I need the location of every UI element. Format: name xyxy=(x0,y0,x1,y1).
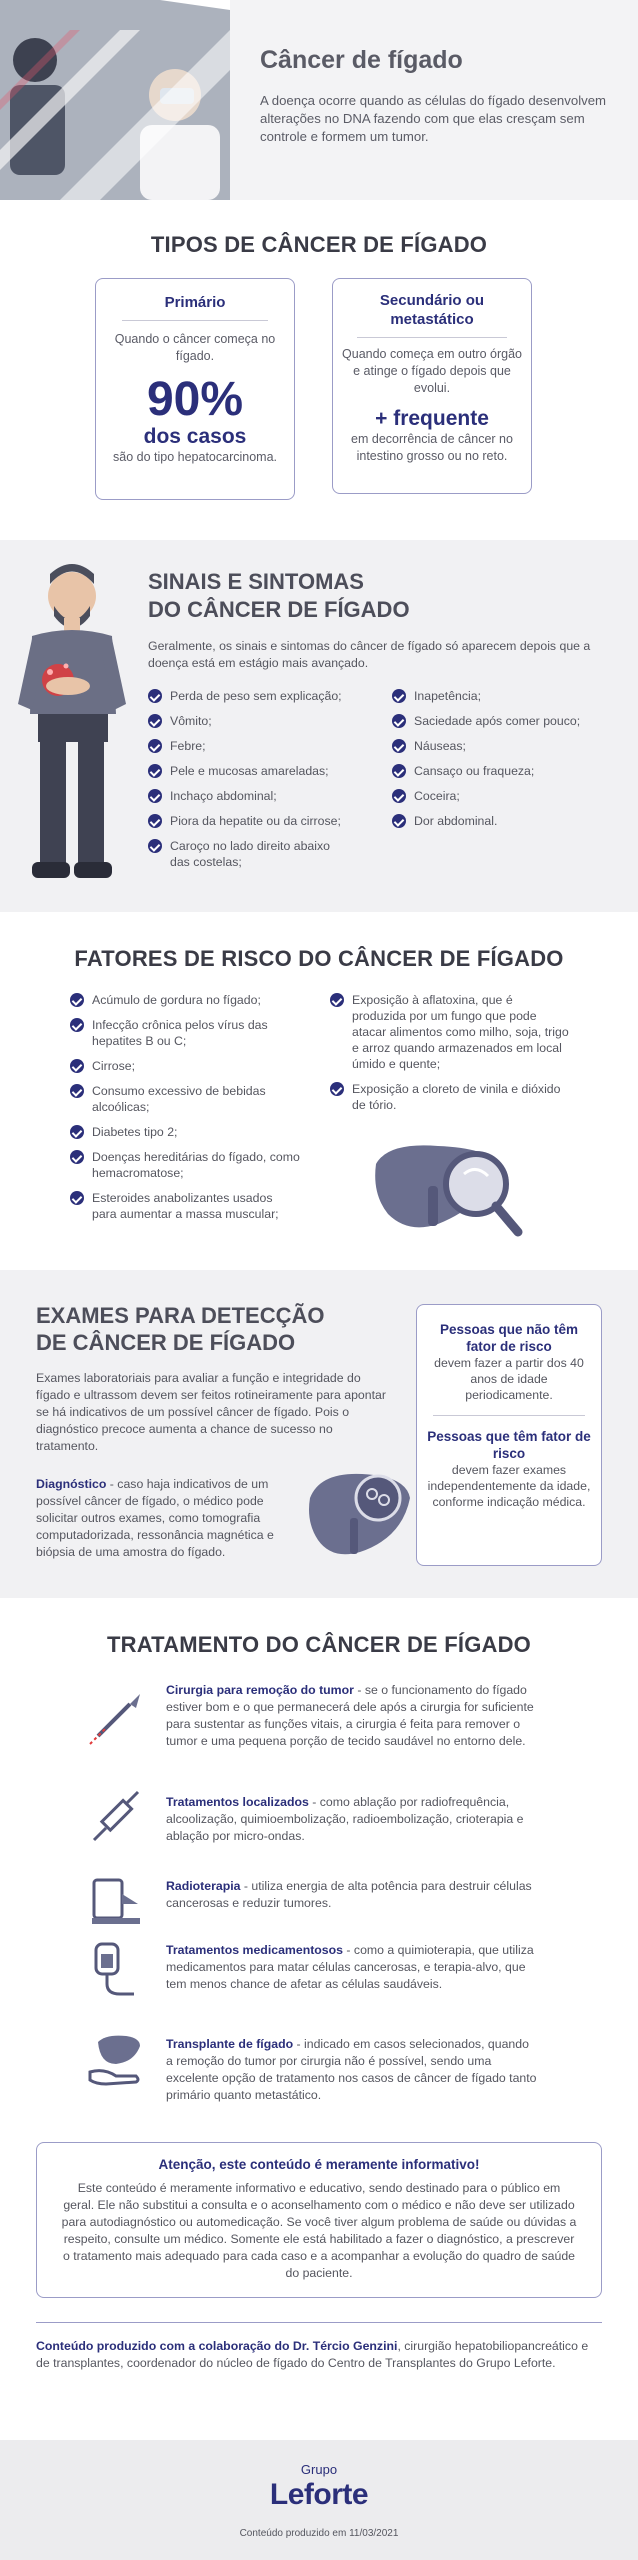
symptoms-list-left xyxy=(148,688,378,879)
treatment-section xyxy=(0,1598,638,2440)
box-divider xyxy=(433,1415,585,1416)
risk-list-left xyxy=(70,992,300,1231)
treatment-item-surgery: Cirurgia para remoção do tumor - se o funcionamento do fígado estiver bom e o que permanecerá dele após a cirurgia for suficiente para sustentar as funções vitais, a cirurgia é feita para remover o tumor e uma pequena porção de tecido saudável no entorno dele. xyxy=(166,1683,534,1748)
list-item: Acúmulo de gordura no fígado; xyxy=(70,992,300,1008)
treatment-item-medication: Tratamentos medicamentosos - como a quimioterapia, que utiliza medicamentos para matar células cancerosas, e terapia-alvo, que tem menos chance de afetar as células saudáveis. xyxy=(166,1943,534,1991)
list-item: Consumo excessivo de bebidas alcoólicas; xyxy=(70,1083,300,1115)
check-icon xyxy=(148,839,162,853)
primary-heading: Primário xyxy=(164,294,226,311)
check-icon xyxy=(392,714,406,728)
liver-scan-icon xyxy=(306,1448,416,1568)
treatment-item-radiotherapy: Radioterapia - utiliza energia de alta potência para destruir células cancerosas e reduzir tumores. xyxy=(166,1879,532,1910)
credit-divider xyxy=(36,2322,602,2323)
no-risk-text: devem fazer a partir dos 40 anos de idade periodicamente. xyxy=(434,1356,584,1402)
check-icon xyxy=(148,739,162,753)
risk-title: FATORES DE RISCO DO CÂNCER DE FÍGADO xyxy=(74,946,564,971)
no-risk-title: Pessoas que não têm fator de risco xyxy=(439,1322,579,1354)
symptoms-title xyxy=(148,568,410,624)
check-icon xyxy=(148,689,162,703)
list-item: Infecção crônica pelos vírus das hepatites B ou C; xyxy=(70,1017,300,1049)
list-item: Doenças hereditárias do fígado, como hemacromatose; xyxy=(70,1149,300,1181)
symptoms-title-line2: DO CÂNCER DE FÍGADO xyxy=(148,597,410,622)
production-date: Conteúdo produzido em 11/03/2021 xyxy=(239,2528,399,2539)
list-item: Perda de peso sem explicação; xyxy=(148,688,378,704)
list-item: Exposição à aflatoxina, que é produzida por um fungo que pode atacar alimentos como milho, soja, trigo e arroz quando armazenados em local úmido e quente; xyxy=(330,992,570,1072)
list-item: Inchaço abdominal; xyxy=(148,788,378,804)
treatment-item-transplant: Transplante de fígado - indicado em casos selecionados, quando a remoção do tumor por cirurgia não é possível, sendo uma excelente opção de tratamento nos casos de câncer de fígado tanto primário quanto metastático. xyxy=(166,2037,537,2102)
diagnosis-label: Diagnóstico xyxy=(36,1477,107,1491)
risk-title-box: Pessoas que têm fator de risco xyxy=(427,1429,591,1461)
list-item: Náuseas; xyxy=(392,738,622,754)
secondary-heading: Secundário ou metastático xyxy=(379,292,485,328)
secondary-stat: + frequente xyxy=(375,407,489,430)
list-item: Cansaço ou fraqueza; xyxy=(392,763,622,779)
iv-drip-icon xyxy=(86,1940,146,2000)
exams-title xyxy=(36,1302,324,1356)
list-item: Febre; xyxy=(148,738,378,754)
secondary-stat-note: em decorrência de câncer no intestino grosso ou no reto. xyxy=(351,432,513,463)
types-title: TIPOS DE CÂNCER DE FÍGADO xyxy=(150,232,488,257)
diagnosis-text: - caso haja indicativos de um possível câncer de fígado, o médico pode solicitar outros exames, como tomografia computadorizada, ressonância magnética e biópsia de uma amostra do fígado. xyxy=(36,1477,274,1559)
symptoms-title-line1: SINAIS E SINTOMAS xyxy=(148,569,364,594)
exams-paragraph: Exames laboratoriais para avaliar a função e integridade do fígado e ultrassom devem ser feitos rotineiramente para apontar se há indicativos de um possível câncer de fígado. Pois o diagnóstico precoce aumenta a chance de sucesso no tratamento. xyxy=(36,1371,386,1453)
brand-logo: Leforte xyxy=(269,2478,369,2511)
exams-section xyxy=(0,1270,638,1598)
list-item: Piora da hepatite ou da cirrose; xyxy=(148,813,378,829)
check-icon xyxy=(148,764,162,778)
primary-stat-note: são do tipo hepatocarcinoma. xyxy=(113,450,277,464)
risk-text-box: devem fazer exames independentemente da idade, conforme indicação médica. xyxy=(427,1463,591,1509)
list-item: Caroço no lado direito abaixo das costelas; xyxy=(148,838,348,870)
primary-stat: 90% xyxy=(146,373,244,426)
list-item: Pele e mucosas amareladas; xyxy=(148,763,378,779)
screening-box xyxy=(416,1304,602,1566)
check-icon xyxy=(70,1150,84,1164)
symptoms-section xyxy=(0,540,638,912)
footer-section xyxy=(0,2440,638,2560)
check-icon xyxy=(70,1059,84,1073)
brand-group-label: Grupo xyxy=(300,2462,338,2477)
symptoms-lead: Geralmente, os sinais e sintomas do câncer de fígado só aparecem depois que a doença está em estágio mais avançado. xyxy=(148,639,591,670)
types-section xyxy=(0,200,638,540)
list-item: Diabetes tipo 2; xyxy=(70,1124,300,1140)
list-item: Coceira; xyxy=(392,788,622,804)
liver-transplant-icon xyxy=(86,2028,146,2088)
check-icon xyxy=(70,1125,84,1139)
check-icon xyxy=(392,689,406,703)
header-section xyxy=(0,0,638,200)
check-icon xyxy=(70,1018,84,1032)
disclaimer-box xyxy=(36,2142,602,2298)
symptoms-list-right xyxy=(392,688,622,838)
exams-title-line2: DE CÂNCER DE FÍGADO xyxy=(36,1330,296,1355)
check-icon xyxy=(392,814,406,828)
doctor-photo xyxy=(0,0,230,200)
credit-author: Conteúdo produzido com a colaboração do Dr. Tércio Genzini xyxy=(36,2339,398,2353)
check-icon xyxy=(70,1084,84,1098)
check-icon xyxy=(148,789,162,803)
page-title: Câncer de fígado xyxy=(260,46,463,74)
risk-list-right xyxy=(330,992,570,1122)
syringe-icon xyxy=(86,1788,146,1848)
treatment-item-localized: Tratamentos localizados - como ablação por radiofrequência, alcoolização, quimioembolização, radioembolização, crioterapia e ablação por micro-ondas. xyxy=(166,1795,524,1843)
check-icon xyxy=(392,764,406,778)
disclaimer-title: Atenção, este conteúdo é meramente informativo! xyxy=(158,2157,480,2172)
list-item: Exposição a cloreto de vinila e dióxido de tório. xyxy=(330,1081,570,1113)
risk-section xyxy=(0,912,638,1270)
treatment-title: TRATAMENTO DO CÂNCER DE FÍGADO xyxy=(107,1632,531,1657)
list-item: Vômito; xyxy=(148,713,378,729)
check-icon xyxy=(148,714,162,728)
list-item: Dor abdominal. xyxy=(392,813,622,829)
check-icon xyxy=(70,1191,84,1205)
check-icon xyxy=(330,1082,344,1096)
check-icon xyxy=(392,739,406,753)
diagnosis-paragraph xyxy=(36,1476,296,1561)
check-icon xyxy=(70,993,84,1007)
credit-text: Conteúdo produzido com a colaboração do Dr. Tércio Genzini, cirurgião hepatobiliopancreático e de transplantes, coordenador do núcleo de fígado do Centro de Transplantes do Grupo Leforte. xyxy=(36,2339,589,2370)
check-icon xyxy=(392,789,406,803)
secondary-card xyxy=(332,278,532,494)
list-item: Esteroides anabolizantes usados para aumentar a massa muscular; xyxy=(70,1190,300,1222)
disclaimer-text: Este conteúdo é meramente informativo e educativo, sendo destinado para o público em geral. Ele não substitui a consulta e o aconselhamento com o médico e não deve ser utilizado para autodiagnóstico ou automedicação. Se você tiver algum problema de saúde ou dúvidas a respeito, consulte um médico. Somente ele está habilitado a fazer o diagnóstico, a prescrever o tratamento mais adequado para cada caso e a acompanhar a evolução do quadro de saúde do paciente. xyxy=(61,2181,577,2280)
intro-text: A doença ocorre quando as células do fígado desenvolvem alterações no DNA fazendo com que elas cresçam sem controle e formem um tumor. xyxy=(260,93,607,144)
check-icon xyxy=(330,993,344,1007)
liver-magnifier-icon xyxy=(368,1134,528,1244)
primary-text: Quando o câncer começa no fígado. xyxy=(114,332,276,363)
primary-card xyxy=(95,278,295,500)
check-icon xyxy=(148,814,162,828)
scalpel-icon xyxy=(86,1688,146,1748)
list-item: Inapetência; xyxy=(392,688,622,704)
secondary-text: Quando começa em outro órgão e atinge o fígado depois que evolui. xyxy=(342,347,522,395)
list-item: Cirrose; xyxy=(70,1058,300,1074)
primary-stat-label: dos casos xyxy=(143,425,247,448)
patient-illustration xyxy=(10,554,135,894)
radiotherapy-icon xyxy=(86,1870,146,1930)
list-item: Saciedade após comer pouco; xyxy=(392,713,622,729)
exams-title-line1: EXAMES PARA DETECÇÃO xyxy=(36,1303,325,1328)
